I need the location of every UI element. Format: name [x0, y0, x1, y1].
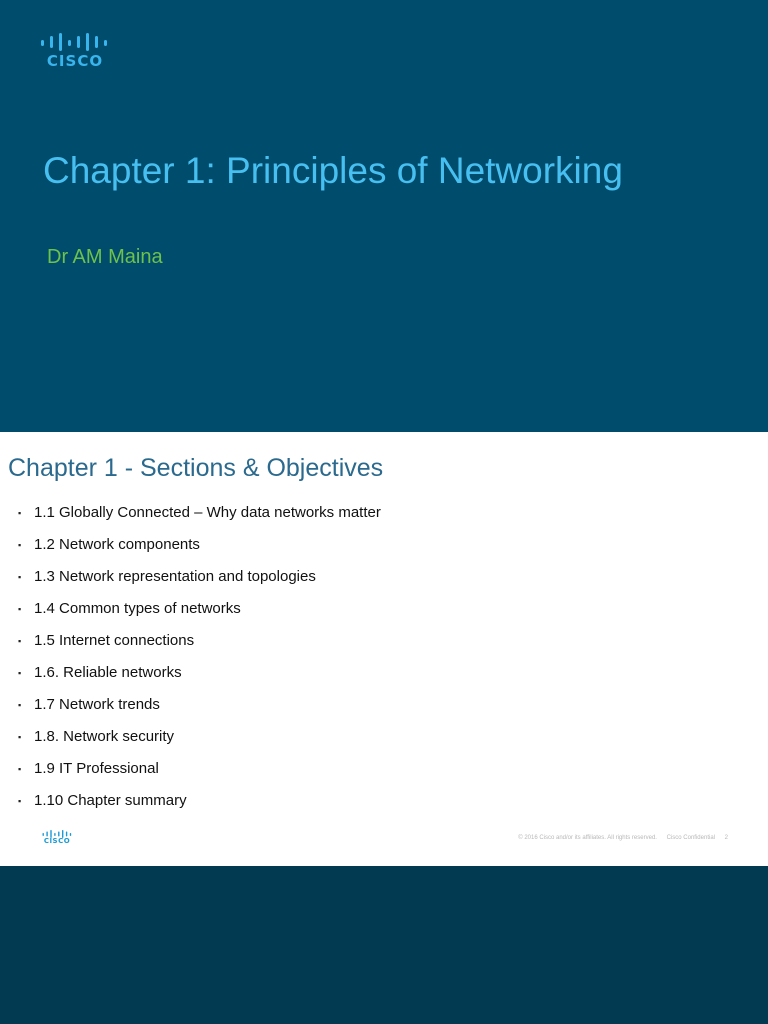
- title-slide: [0, 0, 768, 432]
- bullet-icon: ▪: [18, 796, 22, 806]
- list-item: [18, 727, 381, 759]
- cisco-wordmark: CISCO: [46, 52, 104, 70]
- list-item-text: 1.2 Network components: [34, 536, 200, 553]
- list-item: [18, 663, 381, 695]
- bullet-icon: ▪: [18, 732, 22, 742]
- confidential-label: Cisco Confidential: [666, 835, 715, 841]
- list-item-text: 1.4 Common types of networks: [34, 600, 241, 617]
- cisco-wordmark: CISCO: [43, 837, 71, 845]
- list-item-text: 1.7 Network trends: [34, 696, 160, 713]
- slide-author: Dr AM Maina: [47, 246, 163, 268]
- bullet-icon: ▪: [18, 764, 22, 774]
- objectives-slide: [0, 432, 768, 866]
- slide-title: Chapter 1: Principles of Networking: [43, 150, 623, 191]
- cisco-logo-small: [42, 830, 72, 848]
- objectives-list: [18, 503, 381, 823]
- list-item: [18, 567, 381, 599]
- slide-heading: Chapter 1 - Sections & Objectives: [8, 454, 384, 482]
- next-slide: [0, 866, 768, 1024]
- page-number: 2: [724, 835, 728, 841]
- list-item-text: 1.1 Globally Connected – Why data networks matter: [34, 504, 381, 521]
- list-item: [18, 631, 381, 663]
- list-item-text: 1.6. Reliable networks: [34, 664, 182, 681]
- bullet-icon: ▪: [18, 700, 22, 710]
- list-item: [18, 791, 381, 823]
- bullet-icon: ▪: [18, 508, 22, 518]
- list-item-text: 1.9 IT Professional: [34, 760, 159, 777]
- list-item-text: 1.3 Network representation and topologies: [34, 568, 316, 585]
- bullet-icon: ▪: [18, 540, 22, 550]
- cisco-bars-icon: [40, 33, 110, 51]
- bullet-icon: ▪: [18, 572, 22, 582]
- bullet-icon: ▪: [18, 604, 22, 614]
- slide-footer: [510, 835, 728, 841]
- bullet-icon: ▪: [18, 636, 22, 646]
- list-item: [18, 695, 381, 727]
- cisco-logo: [40, 33, 110, 73]
- list-item-text: 1.10 Chapter summary: [34, 792, 187, 809]
- list-item-text: 1.5 Internet connections: [34, 632, 195, 649]
- list-item-text: 1.8. Network security: [34, 728, 175, 745]
- list-item: [18, 759, 381, 791]
- list-item: [18, 599, 381, 631]
- list-item: [18, 503, 381, 535]
- copyright-text: © 2016 Cisco and/or its affiliates. All rights reserved.: [518, 835, 657, 841]
- list-item: [18, 535, 381, 567]
- bullet-icon: ▪: [18, 668, 22, 678]
